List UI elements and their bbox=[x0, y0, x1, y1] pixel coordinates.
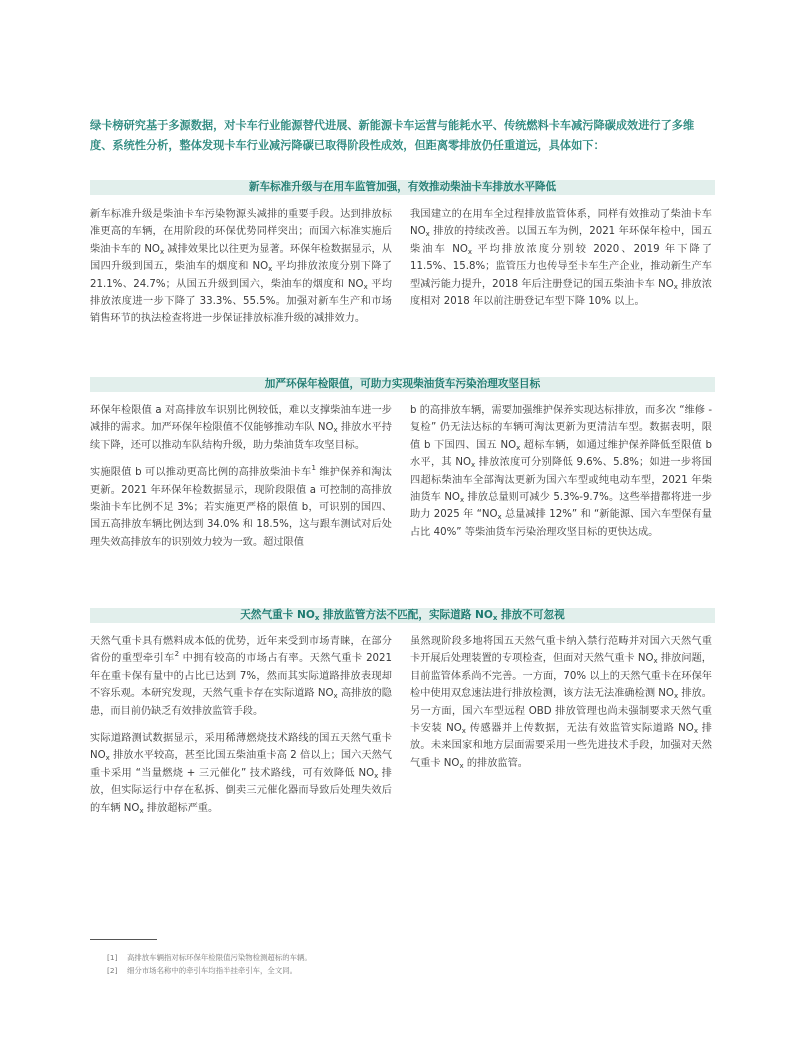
footnote-ref: 1 bbox=[311, 464, 316, 473]
section-3-right-column bbox=[410, 633, 712, 782]
paragraph: 实施限值 b 可以推动更高比例的高排放柴油卡车$^1$ 维护保养和淘汰更新。2021 年环保年检数据显示，现阶段限值 a 可控制的高排放柴油卡车比例不足 3%；若实施更严格的限值 b，可识别的国四、国五高排放车辆比例达到 34.0% 和 18.5%，这与跟车测试对后处理失效高排放车的识别效力较为一致。超过限值 bbox=[90, 464, 392, 548]
paragraph: 环保年检限值 a 对高排放车识别比例较低，难以支撑柴油车进一步减排的需求。加严环保年检限值不仅能够推动车队 $NO_x$ 排放水平持续下降，还可以推动车队结构升级，助力柴油货车攻坚目标。 bbox=[90, 405, 392, 451]
section-2-left-column bbox=[90, 402, 392, 561]
paragraph: 虽然现阶段多地将国五天然气重卡纳入禁行范畴并对国六天然气重卡开展后处理装置的专项检查，但面对天然气重卡 $NO_x$ 排放问题，目前监管体系尚不完善。一方面，70% 以上的天然气重卡在环保年检中使用双怠速法进行排放检测，该方法无法准确检测 $NO_x$ 排放。另一方面，国六车型远程 OBD 排放管理也尚未强制要求天然气重卡安装 $NO_x$ 传感器并上传数据，无法有效监管实际道路 $NO_x$ 排放。未来国家和地方层面需要采用一些先进技术手段，加强对天然气重卡 $NO_x$ 的排放监管。 bbox=[410, 636, 712, 770]
section-3-left-column bbox=[90, 633, 392, 827]
section-2-heading: 加严环保年检限值，可助力实现柴油货车污染治理攻坚目标 bbox=[90, 377, 715, 392]
paragraph: 实际道路测试数据显示，采用稀薄燃烧技术路线的国五天然气重卡 $NO_x$ 排放水平较高，甚至比国五柴油重卡高 2 倍以上；国六天然气重卡采用 “当量燃烧 + 三元催化” 技术路线，可有效降低 $NO_x$ 排放，但实际运行中存在私拆、倒卖三元催化器而导致后处理失效后的车辆 $NO_x$ 排放超标严重。 bbox=[90, 733, 392, 815]
intro-summary: 绿卡榜研究基于多源数据，对卡车行业能源替代进展、新能源卡车运营与能耗水平、传统燃料卡车减污降碳成效进行了多维度、系统性分析，整体发现卡车行业减污降碳已取得阶段性成效，但距离零排放仍任重道远，具体如下： bbox=[90, 119, 695, 152]
section-2-right-column bbox=[410, 402, 712, 551]
section-3-heading: 天然气重卡 $NO_x$ 排放监管方法不匹配，实际道路 $NO_x$ 排放不可忽视 bbox=[90, 608, 715, 623]
footnote-1: [1] 高排放车辆指对标环保年检限值污染物检测超标的车辆。 bbox=[107, 953, 312, 962]
paragraph: b 的高排放车辆，需要加强维护保养实现达标排放，而多次 “维修 - 复检” 仍无法达标的车辆可淘汰更新为更清洁车型。数据表明，限值 b 下国四、国五 $NO_x$ 超标车辆，如通过维护保养降低至限值 b 水平，其 $NO_x$ 排放浓度可分别降低 9.6%、5.8%；如进一步将国四超标柴油车全部淘汰更新为国六车型或纯电动车型，2021 年柴油货车 $NO_x$ 排放总量则可减少 5.3%-9.7%。这些举措都将进一步助力 2025 年 “$NO_x$ 总量减排 12%” 和 “新能源、国六车型保有量占比 40%” 等柴油货车污染治理攻坚目标的更快达成。 bbox=[410, 405, 712, 538]
section-1-left-column bbox=[90, 206, 392, 338]
section-1-right-column bbox=[410, 206, 712, 320]
paragraph: 新车标准升级是柴油卡车污染物源头减排的重要手段。达到排放标准更高的车辆，在用阶段的环保优势同样突出；而国六标准实施后柴油卡车的 $NO_x$ 减排效果比以往更为显著。环保年检数据显示，从国四升级到国五，柴油车的烟度和 $NO_x$ 平均排放浓度分别下降了 21.1%、24.7%；从国五升级到国六，柴油车的烟度和 $NO_x$ 平均排放浓度进一步下降了 33.3%、55.5%。加强对新车生产和市场销售环节的执法检查将进一步保证排放标准升级的减排效力。 bbox=[90, 209, 392, 325]
paragraph: 天然气重卡具有燃料成本低的优势，近年来受到市场青睐，在部分省份的重型牵引车$^2$ 中拥有较高的市场占有率。天然气重卡 2021 年在重卡保有量中的占比已达到 7%，然而其实际道路排放表现却不容乐观。本研究发现，天然气重卡存在实际道路 $NO_x$ 高排放的隐患，而目前仍缺乏有效排放监管手段。 bbox=[90, 636, 392, 717]
footnote-2: [2] 细分市场名称中的牵引车均指半挂牵引车，全文同。 bbox=[107, 966, 297, 975]
footnote-divider bbox=[90, 939, 157, 940]
section-1-heading: 新车标准升级与在用车监管加强，有效推动柴油卡车排放水平降低 bbox=[90, 180, 715, 195]
paragraph: 我国建立的在用车全过程排放监管体系，同样有效推动了柴油卡车 $NO_x$ 排放的持续改善。以国五车为例，2021 年环保年检中，国五柴油车 $NO_x$ 平均排放浓度分别较 2020、2019 年下降了 11.5%、15.8%；监管压力也传导至卡车生产企业，推动新生产车型减污能力提升，2018 年后注册登记的国五柴油卡车 $NO_x$ 排放浓度相对 2018 年以前注册登记车型下降 10% 以上。 bbox=[410, 209, 712, 308]
footnote-ref: 2 bbox=[174, 650, 180, 659]
